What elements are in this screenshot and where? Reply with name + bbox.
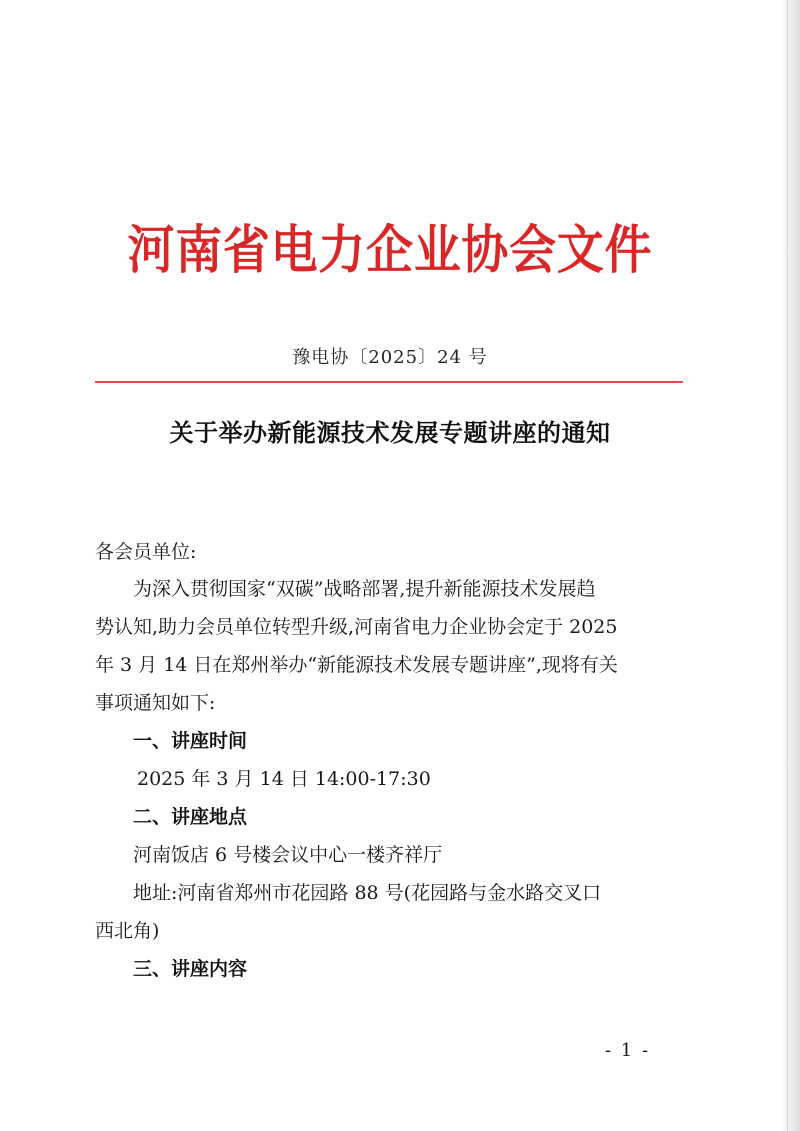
intro-line: 势认知,助力会员单位转型升级,河南省电力企业协会定于 2025 bbox=[95, 616, 618, 638]
salutation: 各会员单位: bbox=[95, 541, 197, 563]
section-location-address: 地址:河南省郑州市花园路 88 号(花园路与金水路交叉口 bbox=[133, 882, 602, 904]
page-number: - 1 - bbox=[605, 1040, 651, 1061]
intro-line: 事项通知如下: bbox=[95, 692, 216, 714]
section-location-address-cont: 西北角) bbox=[95, 920, 160, 942]
intro-line: 年 3 月 14 日在郑州举办“新能源技术发展专题讲座”,现将有关 bbox=[95, 654, 618, 676]
page-edge-shadow bbox=[780, 0, 800, 1131]
page-edge-line bbox=[787, 0, 788, 1131]
section-heading-location: 二、讲座地点 bbox=[133, 806, 248, 828]
section-heading-content: 三、讲座内容 bbox=[133, 958, 248, 980]
section-time-value: 2025 年 3 月 14 日 14:00-17:30 bbox=[137, 768, 431, 790]
org-document-header: 河南省电力企业协会文件 bbox=[127, 220, 653, 281]
document-number: 豫电协〔2025〕24 号 bbox=[292, 347, 488, 368]
section-heading-time: 一、讲座时间 bbox=[133, 730, 248, 752]
notice-title: 关于举办新能源技术发展专题讲座的通知 bbox=[169, 418, 611, 447]
section-location-venue: 河南饭店 6 号楼会议中心一楼齐祥厅 bbox=[133, 844, 443, 866]
red-separator-rule bbox=[95, 381, 683, 383]
intro-line: 为深入贯彻国家“双碳”战略部署,提升新能源技术发展趋 bbox=[133, 578, 596, 600]
